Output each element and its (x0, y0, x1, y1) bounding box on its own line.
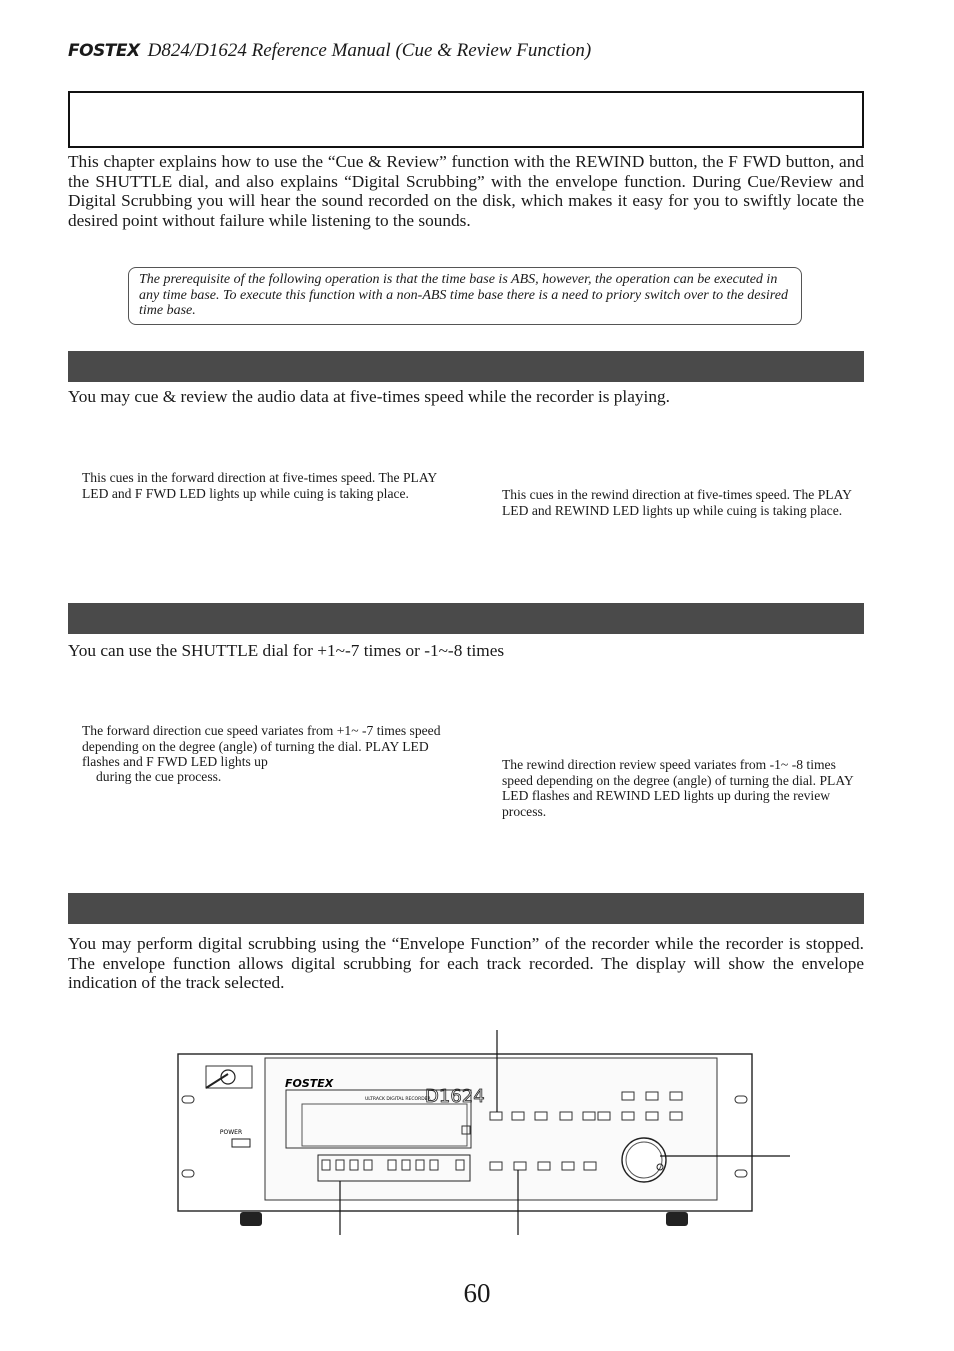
power-label: POWER (219, 1129, 243, 1136)
section-heading-bar-3 (68, 893, 864, 924)
shuttle-rewind-description: The rewind direction review speed variates from -1~ -8 times speed depending on the degree (angle) of turning the dial. PLAY LED flashes and REWIND LED lights up during the review process. (502, 757, 854, 819)
device-brand: FOSTEX (285, 1077, 334, 1090)
page-header (68, 40, 591, 62)
rewind-description: This cues in the rewind direction at five-times speed. The PLAY LED and REWIND LED lights up while cuing is taking place. (502, 487, 852, 518)
section-heading-bar-1 (68, 351, 864, 382)
page-number: 60 (463, 1278, 491, 1308)
fostex-logo: FOSTEX (68, 41, 140, 61)
section1-text: You may cue & review the audio data at five-times speed while the recorder is playing. (68, 387, 670, 406)
note-box: The prerequisite of the following operation is that the time base is ABS, however, the operation can be executed in any time base. To execute this function with a non-ABS time base there is a need to priory switch over to the desired time base. (128, 267, 802, 325)
shuttle-forward-description-cont: during the cue process. (96, 769, 222, 784)
manual-title: D824/D1624 Reference Manual (Cue & Review Function) (147, 40, 592, 61)
device-model-caption: ULTRACK DIGITAL RECORDER (365, 1097, 431, 1102)
shuttle-forward-description: The forward direction cue speed variates from +1~ -7 times speed depending on the degree (angle) of turning the dial. PLAY LED flashes and F FWD LED lights up (82, 723, 441, 770)
section-heading-bar-2 (68, 603, 864, 634)
chapter-title-box (68, 91, 864, 148)
ffwd-description: This cues in the forward direction at five-times speed. The PLAY LED and F FWD LED lights up while cuing is taking place. (82, 470, 437, 501)
recorder-front-panel-illustration (170, 1030, 800, 1235)
device-model: D1624 (425, 1086, 485, 1107)
section3-text: You may perform digital scrubbing using the “Envelope Function” of the recorder while the recorder is stopped. The envelope function allows digital scrubbing for each track recorded. The display will show the envelope indication of the track selected. (68, 934, 864, 992)
section2-text: You can use the SHUTTLE dial for +1~-7 times or -1~-8 times (68, 641, 505, 660)
intro-paragraph: This chapter explains how to use the “Cue & Review” function with the REWIND button, the F FWD button, and the SHUTTLE dial, and also explains “Digital Scrubbing” with the envelope function. During Cue/Review and Digital Scrubbing you will hear the sound recorded on the disk, which makes it easy for you to swiftly locate the desired point without failure while listening to the sounds. (68, 152, 864, 230)
